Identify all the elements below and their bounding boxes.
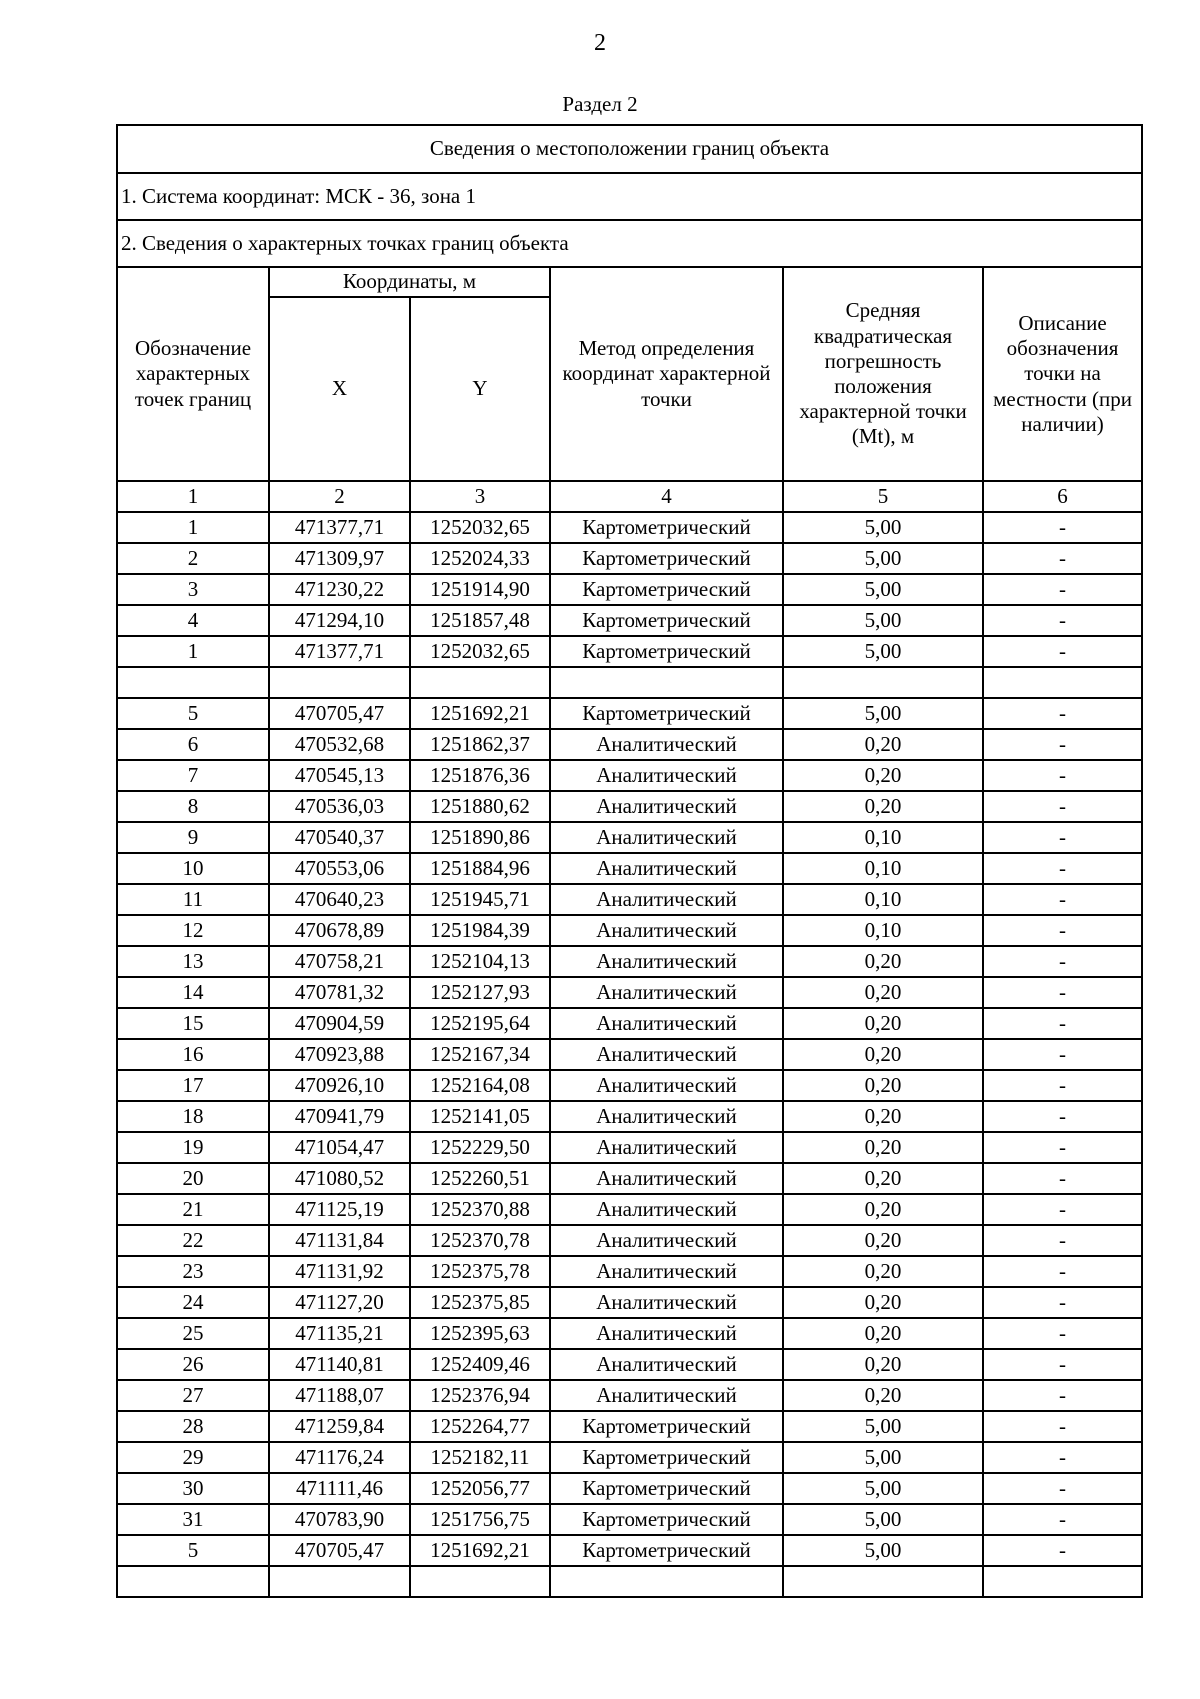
- cell-y: 1251890,86: [410, 822, 550, 853]
- cell-error: 0,20: [783, 1287, 983, 1318]
- table-row: [117, 1039, 1142, 1070]
- table-row: [117, 1473, 1142, 1504]
- cell-method: Картометрический: [550, 1442, 783, 1473]
- cell-x: 471377,71: [269, 512, 410, 543]
- cell-method: Аналитический: [550, 1194, 783, 1225]
- cell-point: 21: [117, 1194, 269, 1225]
- cell-x: 470705,47: [269, 698, 410, 729]
- cell-description: -: [983, 1411, 1142, 1442]
- cell-description: -: [983, 884, 1142, 915]
- cell-error: 0,20: [783, 1225, 983, 1256]
- table-row: [117, 543, 1142, 574]
- cell-method: Аналитический: [550, 946, 783, 977]
- cell-x: 471230,22: [269, 574, 410, 605]
- cell-description: -: [983, 977, 1142, 1008]
- cell-point: 15: [117, 1008, 269, 1039]
- cell-point: 16: [117, 1039, 269, 1070]
- cell-x: 470640,23: [269, 884, 410, 915]
- header-method: Метод определения координат характерной точки: [550, 267, 783, 481]
- cell-method: Аналитический: [550, 1101, 783, 1132]
- column-number: 5: [783, 481, 983, 512]
- cell-error: 5,00: [783, 543, 983, 574]
- cell-method: Картометрический: [550, 605, 783, 636]
- cell-point: 24: [117, 1287, 269, 1318]
- column-number: 1: [117, 481, 269, 512]
- cell-error: 0,20: [783, 1039, 983, 1070]
- cell-y: 1252056,77: [410, 1473, 550, 1504]
- cell-x: 470926,10: [269, 1070, 410, 1101]
- cell-error: 0,20: [783, 1008, 983, 1039]
- cell-x: 471259,84: [269, 1411, 410, 1442]
- cell-error: 0,20: [783, 729, 983, 760]
- cell-point: 5: [117, 1535, 269, 1566]
- cell-error: 0,20: [783, 1163, 983, 1194]
- cell-point: 10: [117, 853, 269, 884]
- cell-method: Картометрический: [550, 543, 783, 574]
- cell-point: 4: [117, 605, 269, 636]
- cell-method: [550, 667, 783, 698]
- cell-point: 29: [117, 1442, 269, 1473]
- cell-x: 470904,59: [269, 1008, 410, 1039]
- cell-y: 1252032,65: [410, 636, 550, 667]
- table-row: [117, 729, 1142, 760]
- table-row: [117, 1256, 1142, 1287]
- cell-point: 1: [117, 512, 269, 543]
- table-row: [117, 1163, 1142, 1194]
- cell-method: Аналитический: [550, 1163, 783, 1194]
- cell-point: 30: [117, 1473, 269, 1504]
- cell-error: 0,20: [783, 1194, 983, 1225]
- cell-description: -: [983, 915, 1142, 946]
- cell-description: -: [983, 729, 1142, 760]
- cell-method: Аналитический: [550, 1225, 783, 1256]
- cell-x: 471377,71: [269, 636, 410, 667]
- cell-point: 19: [117, 1132, 269, 1163]
- cell-point: 31: [117, 1504, 269, 1535]
- cell-y: [410, 1566, 550, 1597]
- cell-point: [117, 1566, 269, 1597]
- cell-method: Аналитический: [550, 853, 783, 884]
- cell-error: 0,20: [783, 1132, 983, 1163]
- cell-method: Картометрический: [550, 1473, 783, 1504]
- cell-description: -: [983, 791, 1142, 822]
- cell-error: 0,20: [783, 1070, 983, 1101]
- cell-error: 5,00: [783, 1442, 983, 1473]
- cell-description: -: [983, 1163, 1142, 1194]
- table-row: [117, 791, 1142, 822]
- cell-error: 5,00: [783, 605, 983, 636]
- cell-y: 1252229,50: [410, 1132, 550, 1163]
- cell-error: 5,00: [783, 1411, 983, 1442]
- cell-description: -: [983, 543, 1142, 574]
- header-point: Обозначение характерных точек границ: [117, 267, 269, 481]
- cell-error: 5,00: [783, 1535, 983, 1566]
- header-x: X: [269, 297, 410, 481]
- cell-error: 0,10: [783, 915, 983, 946]
- cell-point: 22: [117, 1225, 269, 1256]
- cell-y: 1251876,36: [410, 760, 550, 791]
- table-row: [117, 512, 1142, 543]
- cell-error: 5,00: [783, 512, 983, 543]
- table-row: [117, 574, 1142, 605]
- cell-x: 470941,79: [269, 1101, 410, 1132]
- cell-method: Аналитический: [550, 760, 783, 791]
- cell-y: 1251880,62: [410, 791, 550, 822]
- table-row: [117, 1008, 1142, 1039]
- cell-description: -: [983, 1318, 1142, 1349]
- cell-y: 1252195,64: [410, 1008, 550, 1039]
- cell-x: 471127,20: [269, 1287, 410, 1318]
- cell-x: 471111,46: [269, 1473, 410, 1504]
- cell-y: 1252024,33: [410, 543, 550, 574]
- cell-y: 1252376,94: [410, 1380, 550, 1411]
- cell-x: 471125,19: [269, 1194, 410, 1225]
- cell-error: 0,20: [783, 760, 983, 791]
- cell-error: 0,20: [783, 946, 983, 977]
- cell-y: 1251857,48: [410, 605, 550, 636]
- cell-description: -: [983, 1535, 1142, 1566]
- column-number: 6: [983, 481, 1142, 512]
- cell-error: 0,20: [783, 1256, 983, 1287]
- cell-y: 1251756,75: [410, 1504, 550, 1535]
- cell-method: Аналитический: [550, 729, 783, 760]
- cell-method: Аналитический: [550, 884, 783, 915]
- table-title: Сведения о местоположении границ объекта: [117, 125, 1142, 173]
- cell-y: 1252141,05: [410, 1101, 550, 1132]
- table-row: [117, 1287, 1142, 1318]
- cell-method: Картометрический: [550, 636, 783, 667]
- table-row: [117, 977, 1142, 1008]
- cell-description: -: [983, 1256, 1142, 1287]
- table-row: [117, 915, 1142, 946]
- cell-method: Картометрический: [550, 1535, 783, 1566]
- cell-x: 470678,89: [269, 915, 410, 946]
- header-y: Y: [410, 297, 550, 481]
- cell-error: 5,00: [783, 574, 983, 605]
- table-row: [117, 1566, 1142, 1597]
- cell-error: 0,10: [783, 822, 983, 853]
- cell-method: Аналитический: [550, 822, 783, 853]
- cell-y: 1252264,77: [410, 1411, 550, 1442]
- table-row: [117, 1101, 1142, 1132]
- header-error: Средняя квадратическая погрешность положения характерной точки (Mt), м: [783, 267, 983, 481]
- cell-method: Картометрический: [550, 1504, 783, 1535]
- cell-description: -: [983, 1349, 1142, 1380]
- cell-y: 1252375,78: [410, 1256, 550, 1287]
- cell-error: 5,00: [783, 636, 983, 667]
- cell-x: 470536,03: [269, 791, 410, 822]
- page-number: 2: [594, 30, 606, 56]
- cell-error: 0,10: [783, 884, 983, 915]
- cell-description: [983, 1566, 1142, 1597]
- cell-y: 1252395,63: [410, 1318, 550, 1349]
- cell-method: Аналитический: [550, 1318, 783, 1349]
- cell-x: 471309,97: [269, 543, 410, 574]
- table-row: [117, 822, 1142, 853]
- cell-error: 0,20: [783, 1318, 983, 1349]
- cell-method: Картометрический: [550, 512, 783, 543]
- cell-description: -: [983, 1442, 1142, 1473]
- cell-y: 1251984,39: [410, 915, 550, 946]
- cell-method: Аналитический: [550, 1287, 783, 1318]
- cell-x: 470532,68: [269, 729, 410, 760]
- table-row: [117, 1070, 1142, 1101]
- cell-point: 8: [117, 791, 269, 822]
- cell-y: 1252260,51: [410, 1163, 550, 1194]
- cell-method: Аналитический: [550, 915, 783, 946]
- cell-x: 470758,21: [269, 946, 410, 977]
- table-row: [117, 605, 1142, 636]
- cell-point: 13: [117, 946, 269, 977]
- cell-error: [783, 1566, 983, 1597]
- cell-description: -: [983, 574, 1142, 605]
- data-rows: [117, 512, 1142, 1597]
- cell-y: 1251692,21: [410, 698, 550, 729]
- cell-y: 1252164,08: [410, 1070, 550, 1101]
- table-row: [117, 1349, 1142, 1380]
- column-number: 4: [550, 481, 783, 512]
- points-heading: 2. Сведения о характерных точках границ объекта: [117, 220, 1142, 267]
- cell-y: 1252032,65: [410, 512, 550, 543]
- table-row: [117, 1318, 1142, 1349]
- coordinate-system: 1. Система координат: МСК - 36, зона 1: [117, 173, 1142, 220]
- cell-x: 471135,21: [269, 1318, 410, 1349]
- cell-y: 1252182,11: [410, 1442, 550, 1473]
- cell-x: 471188,07: [269, 1380, 410, 1411]
- cell-method: Аналитический: [550, 791, 783, 822]
- cell-point: 9: [117, 822, 269, 853]
- table-row: [117, 667, 1142, 698]
- cell-point: 28: [117, 1411, 269, 1442]
- table-row: [117, 884, 1142, 915]
- cell-error: 5,00: [783, 698, 983, 729]
- cell-x: 471294,10: [269, 605, 410, 636]
- section-title: Раздел 2: [562, 92, 638, 116]
- cell-description: -: [983, 1287, 1142, 1318]
- cell-x: 471131,92: [269, 1256, 410, 1287]
- cell-point: 14: [117, 977, 269, 1008]
- cell-error: 0,20: [783, 977, 983, 1008]
- cell-y: 1251914,90: [410, 574, 550, 605]
- cell-point: 3: [117, 574, 269, 605]
- cell-y: 1252104,13: [410, 946, 550, 977]
- table-row: [117, 1194, 1142, 1225]
- cell-description: -: [983, 822, 1142, 853]
- cell-y: 1252127,93: [410, 977, 550, 1008]
- cell-method: Картометрический: [550, 1411, 783, 1442]
- cell-point: 7: [117, 760, 269, 791]
- cell-point: 2: [117, 543, 269, 574]
- cell-point: 11: [117, 884, 269, 915]
- cell-y: 1252370,88: [410, 1194, 550, 1225]
- cell-description: -: [983, 946, 1142, 977]
- cell-x: [269, 667, 410, 698]
- cell-method: Аналитический: [550, 1008, 783, 1039]
- table-row: [117, 1442, 1142, 1473]
- cell-point: 12: [117, 915, 269, 946]
- cell-point: 23: [117, 1256, 269, 1287]
- cell-description: -: [983, 760, 1142, 791]
- cell-x: 471131,84: [269, 1225, 410, 1256]
- cell-error: 5,00: [783, 1473, 983, 1504]
- cell-error: [783, 667, 983, 698]
- cell-x: 470553,06: [269, 853, 410, 884]
- column-number: 2: [269, 481, 410, 512]
- column-number: 3: [410, 481, 550, 512]
- cell-point: 26: [117, 1349, 269, 1380]
- cell-description: -: [983, 1101, 1142, 1132]
- cell-point: 17: [117, 1070, 269, 1101]
- table-row: [117, 946, 1142, 977]
- cell-error: 0,20: [783, 1101, 983, 1132]
- cell-description: -: [983, 1008, 1142, 1039]
- cell-x: 470781,32: [269, 977, 410, 1008]
- cell-y: 1252409,46: [410, 1349, 550, 1380]
- cell-error: 0,20: [783, 1349, 983, 1380]
- cell-y: 1252167,34: [410, 1039, 550, 1070]
- cell-y: 1252370,78: [410, 1225, 550, 1256]
- header-description: Описание обозначения точки на местности (при наличии): [983, 267, 1142, 481]
- table-row: [117, 636, 1142, 667]
- column-number-row: [117, 481, 1142, 512]
- cell-description: -: [983, 605, 1142, 636]
- cell-x: 470540,37: [269, 822, 410, 853]
- cell-description: -: [983, 1225, 1142, 1256]
- header-coordinates: Координаты, м: [269, 267, 550, 297]
- cell-description: -: [983, 1132, 1142, 1163]
- table-row: [117, 698, 1142, 729]
- cell-method: Картометрический: [550, 698, 783, 729]
- cell-x: 471176,24: [269, 1442, 410, 1473]
- cell-method: Аналитический: [550, 1132, 783, 1163]
- cell-method: Аналитический: [550, 1039, 783, 1070]
- cell-error: 5,00: [783, 1504, 983, 1535]
- cell-description: -: [983, 512, 1142, 543]
- cell-description: -: [983, 1473, 1142, 1504]
- cell-method: Аналитический: [550, 1349, 783, 1380]
- table-row: [117, 760, 1142, 791]
- cell-method: Аналитический: [550, 977, 783, 1008]
- cell-point: 6: [117, 729, 269, 760]
- cell-error: 0,10: [783, 853, 983, 884]
- cell-point: 25: [117, 1318, 269, 1349]
- cell-point: 18: [117, 1101, 269, 1132]
- cell-description: -: [983, 1039, 1142, 1070]
- cell-x: 471054,47: [269, 1132, 410, 1163]
- cell-y: 1251692,21: [410, 1535, 550, 1566]
- cell-y: [410, 667, 550, 698]
- cell-y: 1252375,85: [410, 1287, 550, 1318]
- cell-error: 0,20: [783, 1380, 983, 1411]
- table-row: [117, 1380, 1142, 1411]
- cell-point: 5: [117, 698, 269, 729]
- table-row: [117, 1535, 1142, 1566]
- cell-point: [117, 667, 269, 698]
- cell-x: 470705,47: [269, 1535, 410, 1566]
- table-row: [117, 1225, 1142, 1256]
- cell-x: 471140,81: [269, 1349, 410, 1380]
- cell-method: Аналитический: [550, 1380, 783, 1411]
- cell-method: [550, 1566, 783, 1597]
- cell-x: 471080,52: [269, 1163, 410, 1194]
- cell-point: 1: [117, 636, 269, 667]
- cell-y: 1251945,71: [410, 884, 550, 915]
- cell-description: -: [983, 1070, 1142, 1101]
- cell-description: -: [983, 636, 1142, 667]
- cell-method: Аналитический: [550, 1070, 783, 1101]
- cell-y: 1251884,96: [410, 853, 550, 884]
- table-row: [117, 1411, 1142, 1442]
- table-row: [117, 1132, 1142, 1163]
- cell-error: 0,20: [783, 791, 983, 822]
- cell-description: -: [983, 853, 1142, 884]
- cell-x: 470923,88: [269, 1039, 410, 1070]
- table-row: [117, 853, 1142, 884]
- cell-y: 1251862,37: [410, 729, 550, 760]
- cell-method: Картометрический: [550, 574, 783, 605]
- table-row: [117, 1504, 1142, 1535]
- cell-x: [269, 1566, 410, 1597]
- cell-description: [983, 667, 1142, 698]
- cell-description: -: [983, 698, 1142, 729]
- boundary-table: [116, 124, 1143, 1598]
- cell-description: -: [983, 1194, 1142, 1225]
- cell-method: Аналитический: [550, 1256, 783, 1287]
- cell-point: 27: [117, 1380, 269, 1411]
- cell-description: -: [983, 1380, 1142, 1411]
- cell-x: 470783,90: [269, 1504, 410, 1535]
- cell-point: 20: [117, 1163, 269, 1194]
- cell-x: 470545,13: [269, 760, 410, 791]
- cell-description: -: [983, 1504, 1142, 1535]
